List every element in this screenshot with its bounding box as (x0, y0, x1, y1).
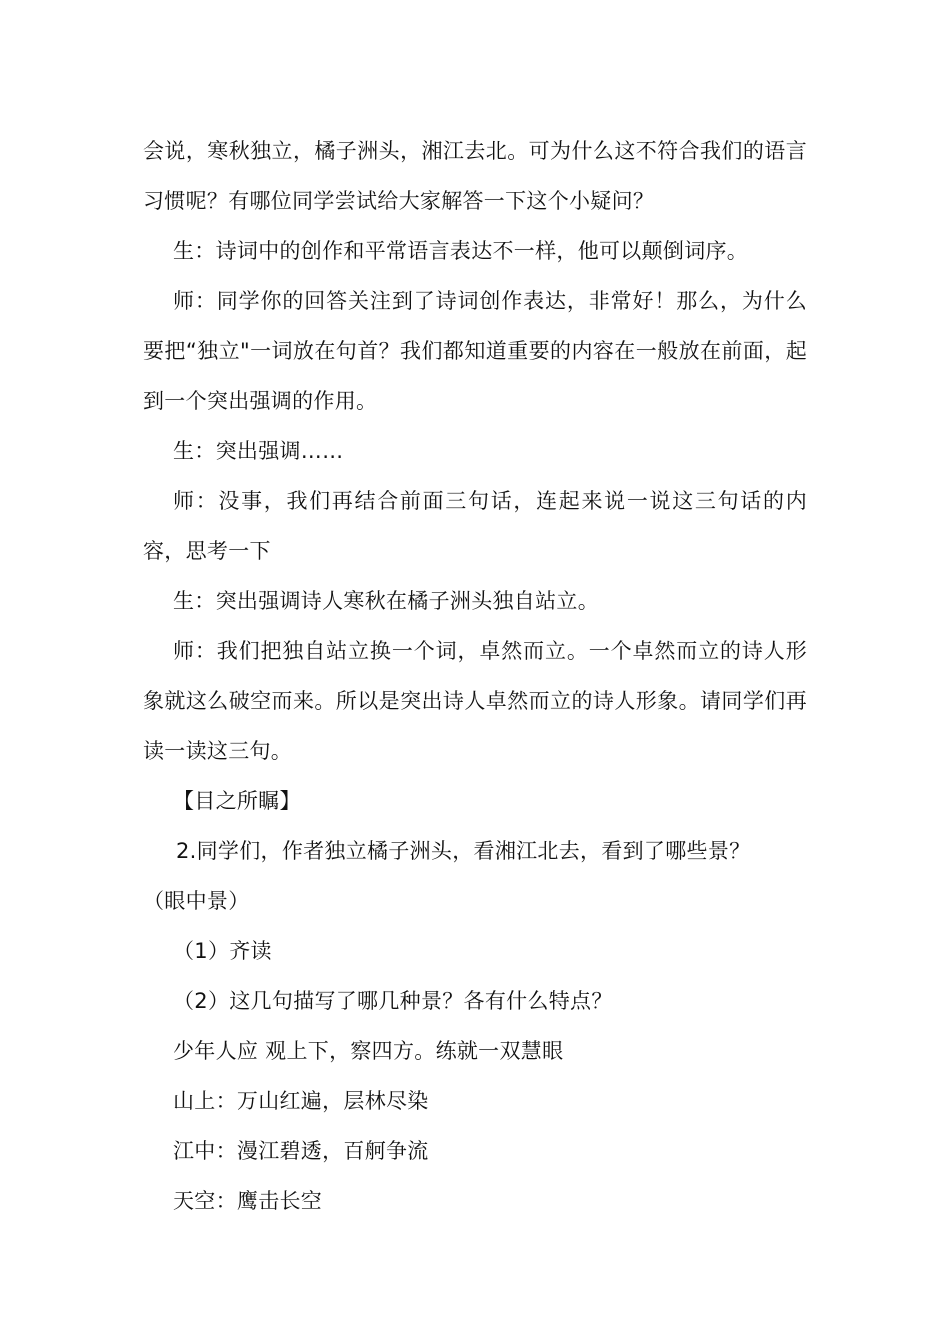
section-heading: 【目之所瞩】 (173, 789, 301, 813)
scene-item: 山上：万山红遍，层林尽染 (173, 1089, 429, 1113)
scene-item: 江中：漫江碧透，百舸争流 (173, 1139, 429, 1163)
paragraph-summary: 少年人应 观上下，察四方。练就一双慧眼 (173, 1039, 564, 1063)
paragraph-student-answer: 生：突出强调诗人寒秋在橘子洲头独自站立。 (173, 589, 599, 613)
paragraph-teacher-reply: 师：我们把独自站立换一个词，卓然而立。一个卓然而立的诗人形象就这么破空而来。所以是突出诗人卓然而立的诗人形象。请同学们再读一读这三句。 (143, 639, 807, 763)
paragraph-student-answer: 生：突出强调…… (173, 439, 344, 463)
paragraph-question: 2.同学们，作者独立橘子洲头，看湘江北去，看到了哪些景？ (176, 839, 751, 863)
paragraph-teacher-reply: 师：同学你的回答关注到了诗词创作表达，非常好！那么，为什么要把“独立"一词放在句首？我们都知道重要的内容在一般放在前面，起到一个突出强调的作用。 (143, 289, 807, 413)
list-item: （2）这几句描写了哪几种景？各有什么特点？ (173, 989, 613, 1013)
list-item: （1）齐读 (173, 939, 272, 963)
paragraph-teacher-reply: 师：没事，我们再结合前面三句话，连起来说一说这三句话的内容，思考一下 (143, 489, 807, 563)
document-body (143, 126, 807, 1226)
paragraph-note: （眼中景） (143, 889, 250, 913)
scene-item: 天空：鹰击长空 (173, 1189, 323, 1213)
paragraph-continuation: 会说，寒秋独立，橘子洲头，湘江去北。可为什么这不符合我们的语言习惯呢？有哪位同学尝试给大家解答一下这个小疑问？ (143, 139, 807, 213)
paragraph-student-answer: 生：诗词中的创作和平常语言表达不一样，他可以颠倒词序。 (173, 239, 749, 263)
